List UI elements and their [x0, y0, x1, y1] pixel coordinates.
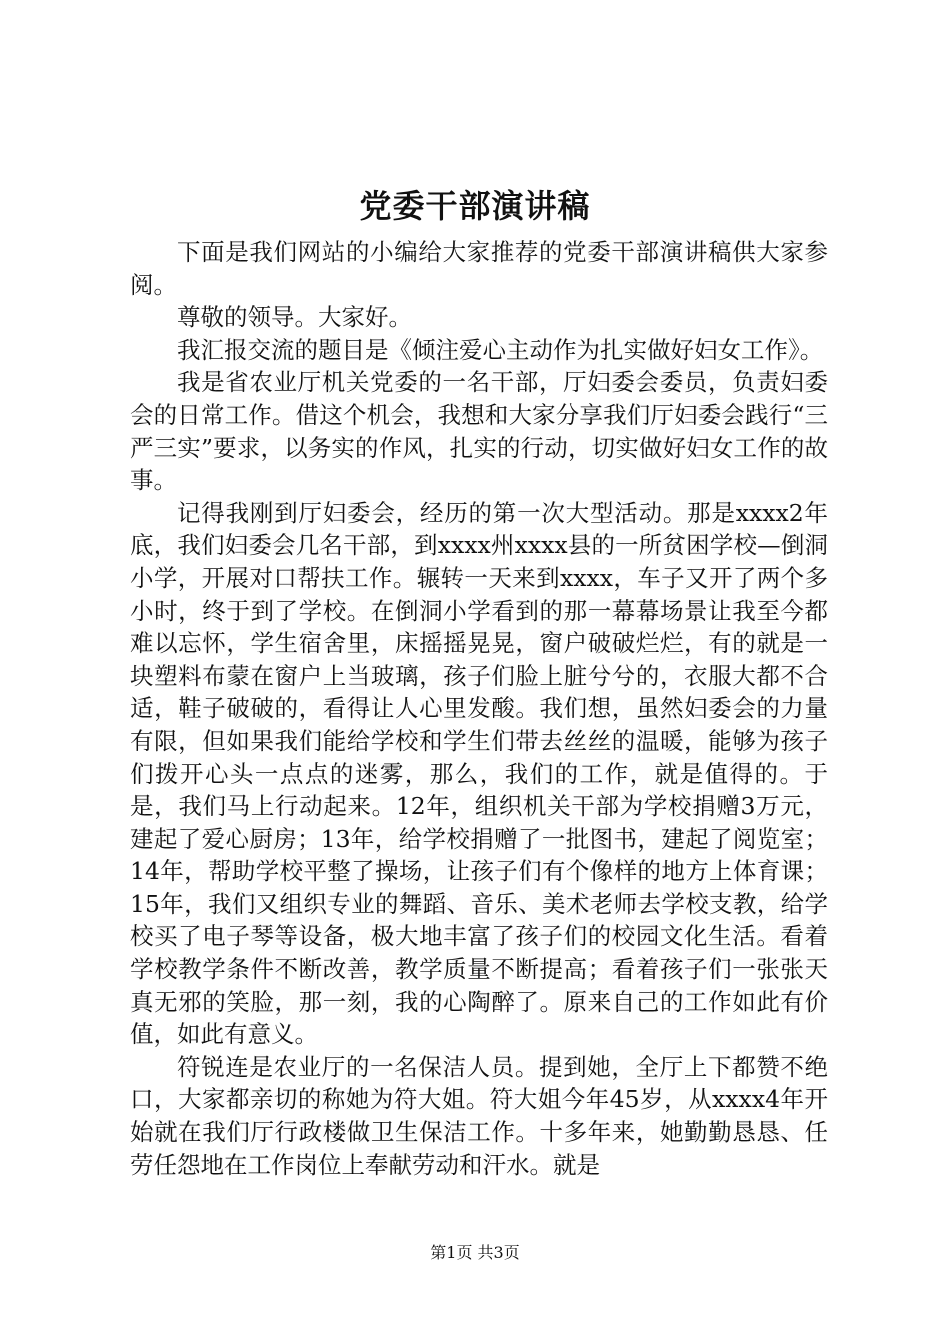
paragraph-cleaner-story: 符锐连是农业厅的一名保洁人员。提到她，全厅上下都赞不绝口，大家都亲切的称她为符大姐。符大姐今年45岁，从xxxx4年开始就在我们厅行政楼做卫生保洁工作。十多年来，她勤勤恳恳、任劳任怨地在工作岗位上奉献劳动和汗水。就是: [130, 1052, 828, 1179]
document-title: 党委干部演讲稿: [359, 187, 591, 225]
paragraph-greeting: 尊敬的领导。大家好。: [177, 303, 412, 332]
paragraph-school-story: 记得我刚到厅妇委会，经历的第一次大型活动。那是xxxx2年底，我们妇委会几名干部，到xxxx州xxxx县的一所贫困学校—倒洞小学，开展对口帮扶工作。辗转一天来到xxxx，车子又开了两个多小时，终于到了学校。在倒洞小学看到的那一幕幕场景让我至今都难以忘怀，学生宿舍里，床摇摇晃晃，窗户破破烂烂，有的就是一块塑料布蒙在窗户上当玻璃，孩子们脸上脏兮兮的，衣服大都不合适，鞋子破破的，看得让人心里发酸。我们想，虽然妇委会的力量有限，但如果我们能给学校和学生们带去丝丝的温暖，能够为孩子们拨开心头一点点的迷雾，那么，我们的工作，就是值得的。于是，我们马上行动起来。12年，组织机关干部为学校捐赠3万元，建起了爱心厨房；13年，给学校捐赠了一批图书，建起了阅览室；14年，帮助学校平整了操场，让孩子们有个像样的地方上体育课；15年，我们又组织专业的舞蹈、音乐、美术老师去学校支教，给学校买了电子琴等设备，极大地丰富了孩子们的校园文化生活。看着学校教学条件不断改善，教学质量不断提高；看着孩子们一张张天真无邪的笑脸，那一刻，我的心陶醉了。原来自己的工作如此有价值，如此有意义。: [130, 498, 828, 1049]
paragraph-intro: 下面是我们网站的小编给大家推荐的党委干部演讲稿供大家参阅。: [130, 238, 828, 299]
paragraph-self-introduction: 我是省农业厅机关党委的一名干部，厅妇委会委员，负责妇委会的日常工作。借这个机会，我想和大家分享我们厅妇委会践行“三严三实”要求，以务实的作风，扎实的行动，切实做好妇女工作的故事。: [130, 368, 828, 495]
paragraph-topic: 我汇报交流的题目是《倾注爱心主动作为扎实做好妇女工作》。: [177, 335, 824, 364]
page-footer: 第1页 共3页: [430, 1243, 520, 1262]
document-body: [130, 236, 828, 1181]
